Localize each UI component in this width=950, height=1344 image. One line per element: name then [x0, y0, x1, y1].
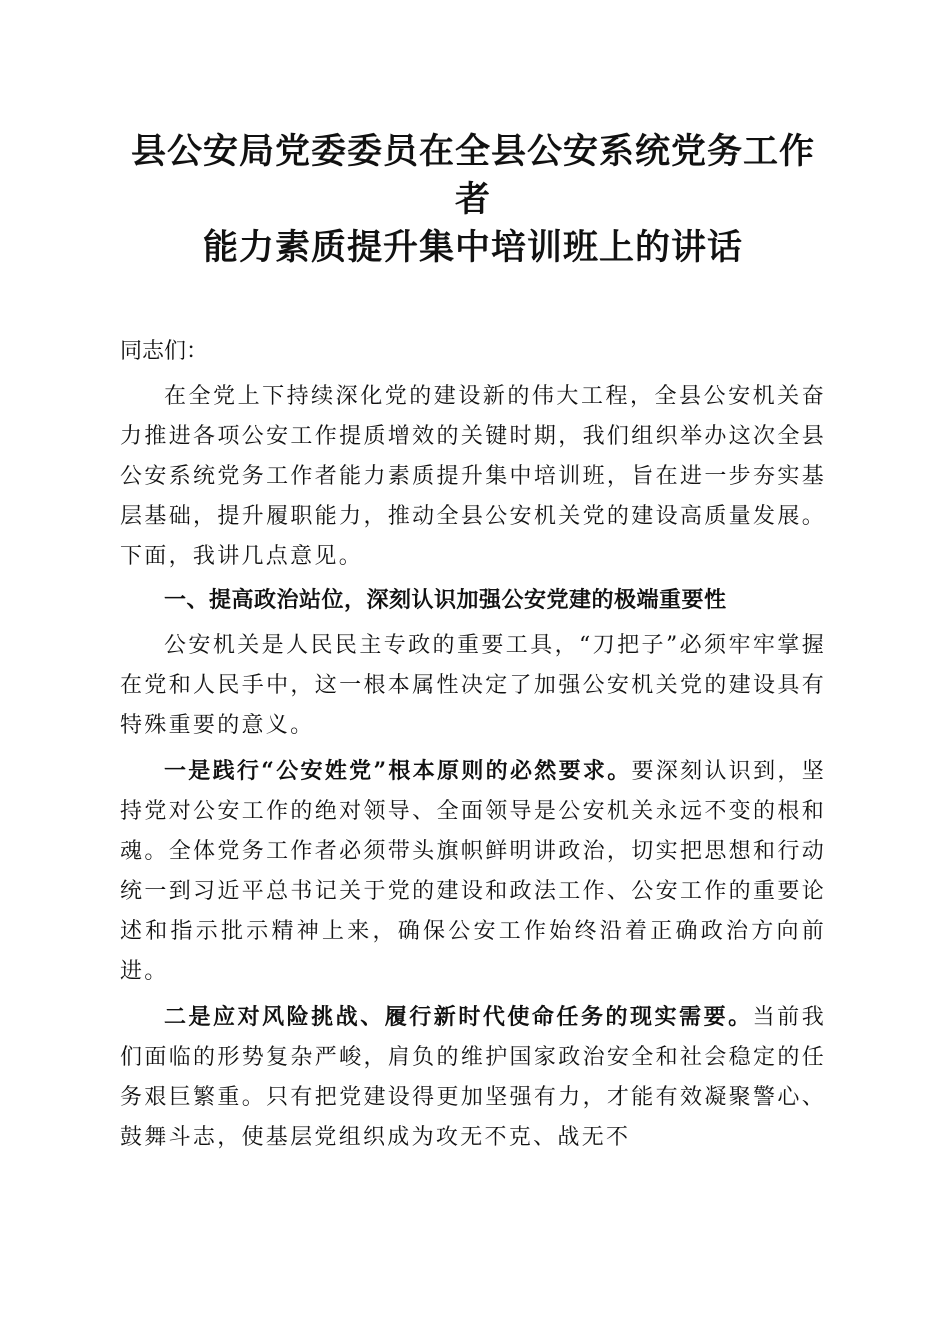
paragraph-point-1 — [120, 751, 826, 992]
title-line-1: 县公安局党委委员在全县公安系统党务工作者 — [130, 131, 815, 220]
document-title — [120, 128, 826, 272]
section-heading-1: 一、提高政治站位，深刻认识加强公安党建的极端重要性 — [164, 588, 727, 613]
point-2-lead: 二是应对风险挑战、履行新时代使命任务的现实需要。 — [164, 1004, 753, 1030]
title-line-2: 能力素质提升集中培训班上的讲话 — [202, 227, 743, 268]
point-2-body: 当前我们面临的形势复杂严峻，肩负的维护国家政治安全和社会稳定的任务艰巨繁重。只有把党建设得更加坚强有力，才能有效凝聚警心、鼓舞斗志，使基层党组织成为攻无不克、战无不 — [120, 1005, 826, 1150]
paragraph-section1-intro: 公安机关是人民民主专政的重要工具，“刀把子”必须牢牢掌握在党和人民手中，这一根本属性决定了加强公安机关党的建设具有特殊重要的意义。 — [120, 633, 826, 738]
paragraph-intro: 在全党上下持续深化党的建设新的伟大工程，全县公安机关奋力推进各项公安工作提质增效的关键时期，我们组织举办这次全县公安系统党务工作者能力素质提升集中培训班，旨在进一步夯实基层基础，提升履职能力，推动全县公安机关党的建设高质量发展。下面，我讲几点意见。 — [120, 384, 826, 569]
point-1-lead: 一是践行“公安姓党”根本原则的必然要求。 — [164, 758, 632, 784]
point-1-body: 要深刻认识到，坚持党对公安工作的绝对领导、全面领导是公安机关永远不变的根和魂。全体党务工作者必须带头旗帜鲜明讲政治，切实把思想和行动统一到习近平总书记关于党的建设和政法工作、公安工作的重要论述和指示批示精神上来，确保公安工作始终沿着正确政治方向前进。 — [120, 759, 827, 984]
document-page — [120, 128, 826, 1158]
salutation: 同志们： — [120, 339, 209, 364]
paragraph-point-2 — [120, 997, 826, 1158]
